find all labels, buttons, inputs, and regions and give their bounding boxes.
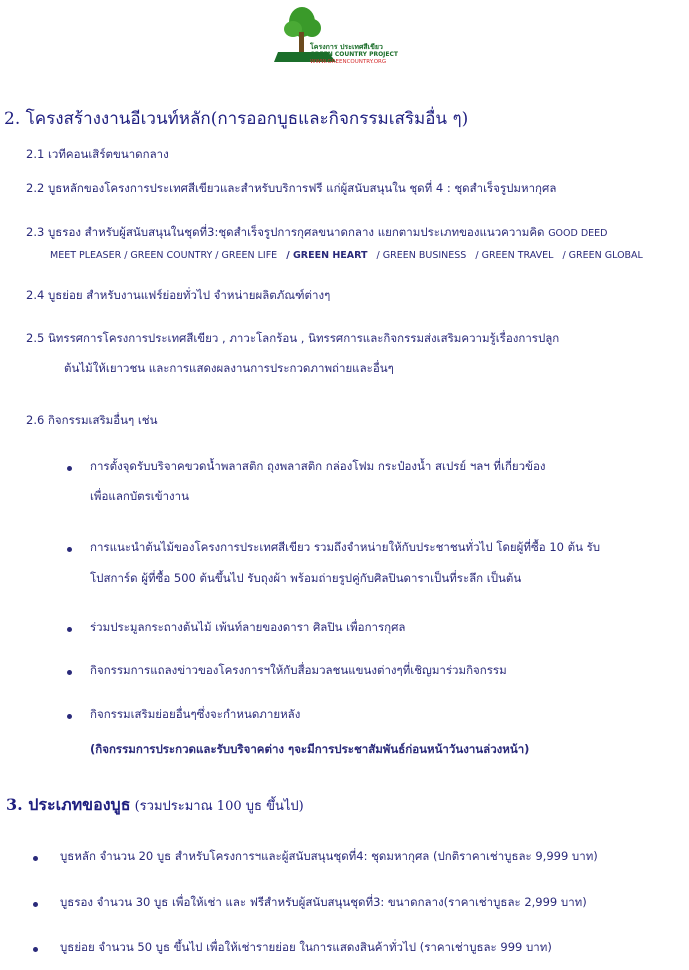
activity-2-line2: โปสการ์ด ผู้ที่ซื้อ 500 ต้นขึ้นไป รับถุงผ้า พร้อมถ่ายรูปคู่กับศิลปินดาราเป็นที่ระลึก เป็นต้น [90, 571, 522, 585]
item-2-3-line1 [26, 224, 607, 242]
booth-type-main: บูธหลัก จำนวน 20 บูธ สำหรับโครงการฯและผู้สนับสนุนชุดที่4: ชุดมหากุศล (ปกติราคาเช่าบูธละ 9,999 บาท) [60, 849, 598, 863]
bullet-dot [33, 947, 38, 952]
activity-2-line1: การแนะนำต้นไม้ของโครงการประเทศสีเขียว รวมถึงจำหน่ายให้กับประชาชนทั่วไป โดยผู้ที่ซื้อ 10 ต้น รับ [90, 540, 601, 554]
item-2-5-line1: 2.5 นิทรรศการโครงการประเทศสีเขียว , ภาวะโลกร้อน , นิทรรศการและกิจกรรมส่งเสริมความรู้เรื่องการปลูก [26, 331, 560, 345]
activity-4: กิจกรรมการแถลงข่าวของโครงการฯให้กับสื่อมวลชนแขนงต่างๆที่เชิญมาร่วมกิจกรรม [90, 663, 507, 677]
tag-green-travel: / GREEN TRAVEL [475, 250, 554, 261]
activities-note: (กิจกรรมการประกวดและรับบริจาคต่าง ๆจะมีการประชาสัมพันธ์ก่อนหน้าวันงานล่วงหน้า) [90, 742, 530, 756]
bullet-dot [67, 466, 72, 471]
tag-green-business: / GREEN BUSINESS [376, 250, 467, 261]
bullet-dot [33, 856, 38, 861]
booth-type-small: บูธย่อย จำนวน 50 บูธ ขึ้นไป เพื่อให้เช่ารายย่อย ในการแสดงสินค้าทั่วไป (ราคาเช่าบูธละ 999 บาท) [60, 940, 552, 954]
bullet-dot [67, 670, 72, 675]
logo-line2: GREEN COUNTRY PROJECT [310, 51, 399, 58]
activity-1-line2: เพื่อแลกบัตรเข้างาน [90, 489, 189, 503]
item-2-1: 2.1 เวทีคอนเสิร์ตขนาดกลาง [26, 147, 169, 161]
activity-3: ร่วมประมูลกระถางต้นไม้ เพ้นท์ลายของดารา ศิลปิน เพื่อการกุศล [90, 620, 406, 634]
logo-url: WWW.GREENCOUNTRY.ORG [310, 59, 387, 65]
item-2-3-tag-first: GOOD DEED [548, 228, 608, 239]
section-3-title: 3. ประเภทของบูธ [6, 795, 131, 814]
bullet-dot [67, 547, 72, 552]
item-2-6: 2.6 กิจกรรมเสริมอื่นๆ เช่น [26, 413, 158, 427]
activity-1-line1: การตั้งจุดรับบริจาคขวดน้ำพลาสติก ถุงพลาสติก กล่องโฟม กระป๋องน้ำ สเปรย์ ฯลฯ ที่เกี่ยวข้อง [90, 459, 546, 473]
section-2-heading: 2. โครงสร้างงานอีเวนท์หลัก(การออกบูธและกิจกรรมเสริมอื่น ๆ) [4, 109, 469, 129]
item-2-2: 2.2 บูธหลักของโครงการประเทศสีเขียวและสำหรับบริการฟรี แก่ผู้สนับสนุนใน ชุดที่ 4 : ชุดสำเร็จรูปมหากุศล [26, 181, 557, 195]
tag-green-global: / GREEN GLOBAL [562, 250, 643, 261]
item-2-3-text: 2.3 บูธรอง สำหรับผู้สนับสนุนในชุดที่3:ชุดสำเร็จรูปการกุศลขนาดกลาง แยกตามประเภทของแนวความคิด [26, 225, 545, 239]
item-2-5-line2: ต้นไม้ให้เยาวชน และการแสดงผลงานการประกวดภาพถ่ายและอื่นๆ [64, 361, 394, 375]
tag-group: MEET PLEASER / GREEN COUNTRY / GREEN LIFE [50, 250, 278, 261]
bullet-dot [67, 714, 72, 719]
green-country-logo [272, 2, 404, 68]
logo-line1: โครงการ ประเทศสีเขียว [310, 43, 383, 51]
bullet-dot [33, 902, 38, 907]
section-3-subtitle: (รวมประมาณ 100 บูธ ขึ้นไป) [130, 799, 304, 814]
tag-green-heart: / GREEN HEART [286, 250, 368, 261]
activity-5: กิจกรรมเสริมย่อยอื่นๆซึ่งจะกำหนดภายหลัง [90, 707, 301, 721]
item-2-4: 2.4 บูธย่อย สำหรับงานแฟร์ย่อยทั่วไป จำหน่ายผลิตภัณฑ์ต่างๆ [26, 288, 331, 302]
item-2-3-tags [50, 250, 649, 261]
bullet-dot [67, 627, 72, 632]
booth-type-secondary: บูธรอง จำนวน 30 บูธ เพื่อให้เช่า และ ฟรีสำหรับผู้สนับสนุนชุดที่3: ขนาดกลาง(ราคาเช่าบูธละ 2,999 บาท) [60, 895, 587, 909]
section-3-heading [6, 793, 304, 818]
